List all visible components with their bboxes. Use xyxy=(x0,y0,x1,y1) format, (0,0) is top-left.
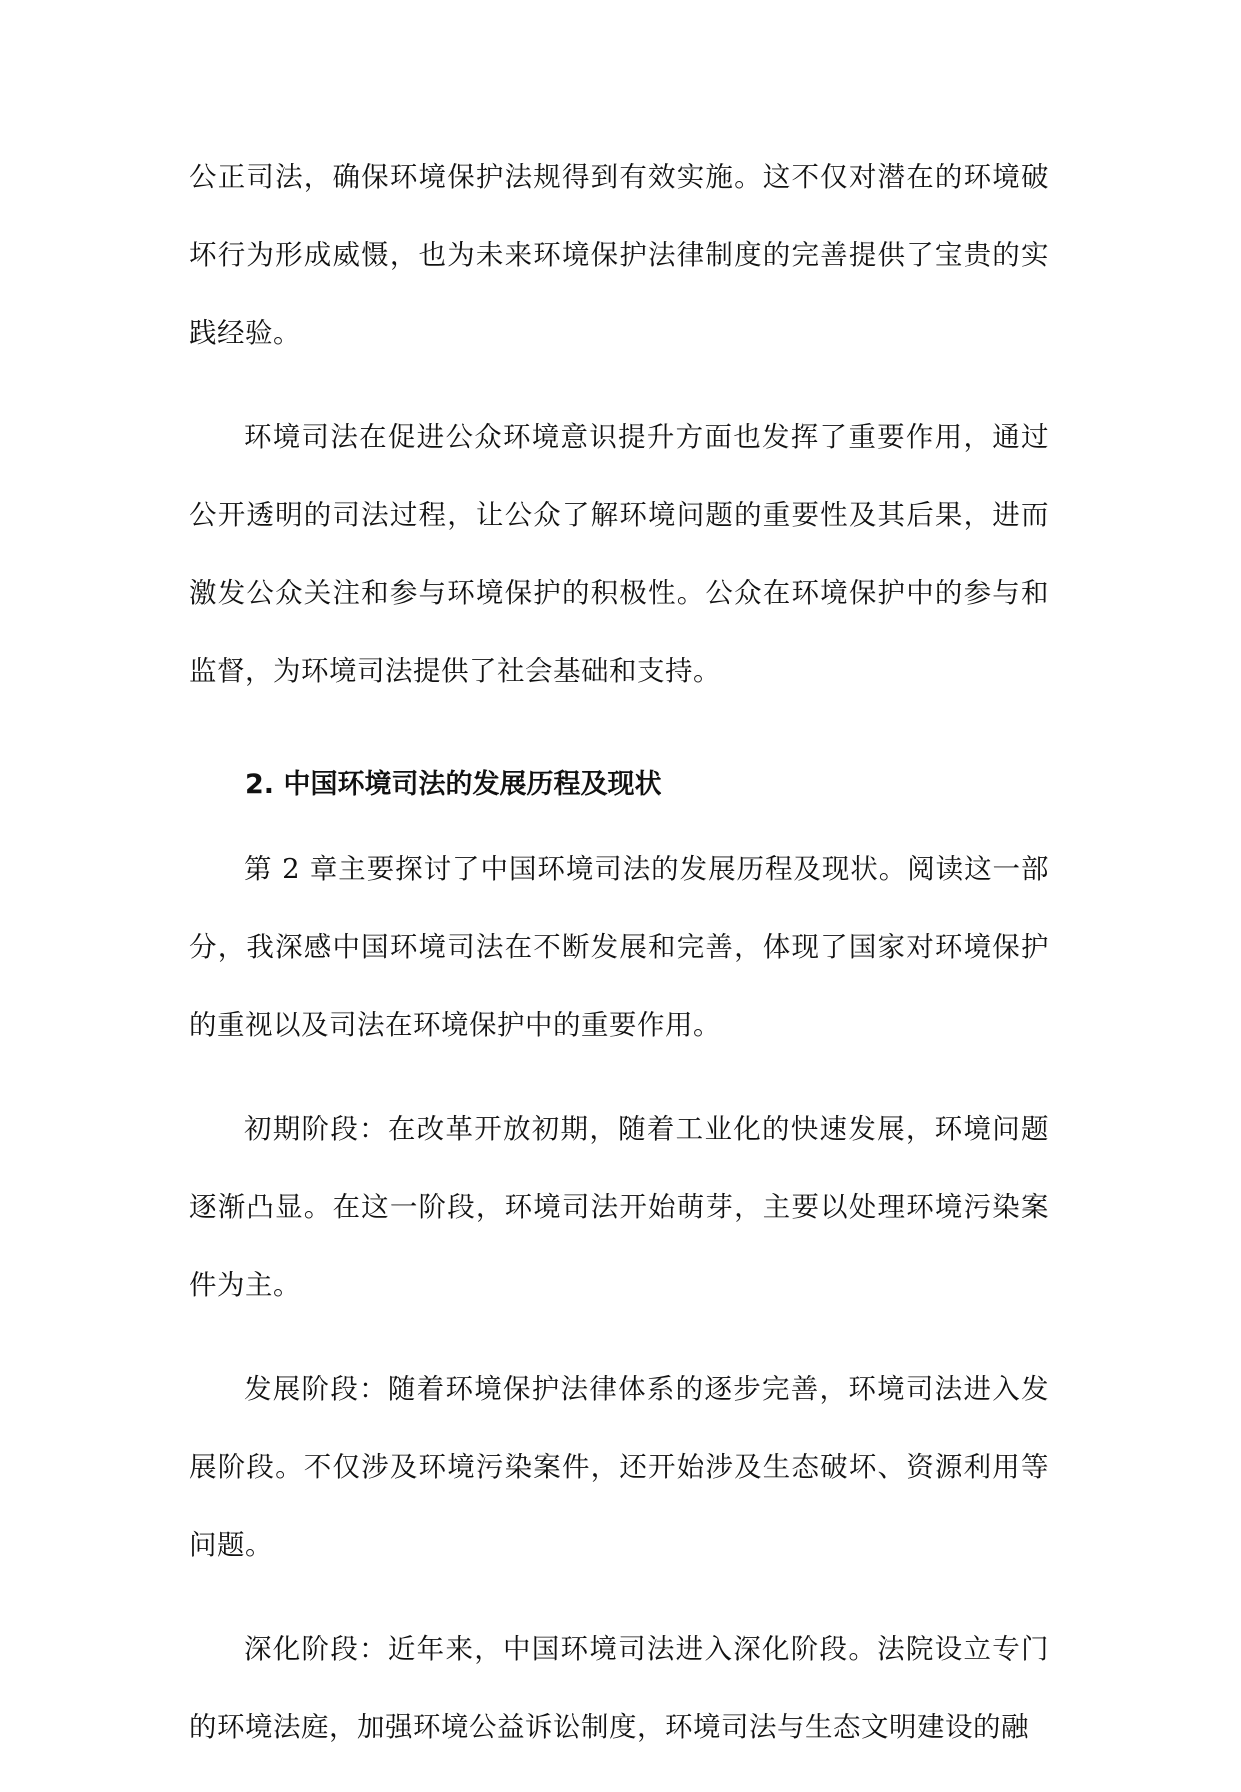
paragraph: 环境司法在促进公众环境意识提升方面也发挥了重要作用，通过公开透明的司法过程，让公众了解环境问题的重要性及其后果，进而激发公众关注和参与环境保护的积极性。公众在环境保护中的参与和监督，为环境司法提供了社会基础和支持。 xyxy=(189,421,1049,687)
paragraph: 发展阶段：随着环境保护法律体系的逐步完善，环境司法进入发展阶段。不仅涉及环境污染案件，还开始涉及生态破坏、资源利用等问题。 xyxy=(189,1373,1049,1561)
paragraph: 深化阶段：近年来，中国环境司法进入深化阶段。法院设立专门的环境法庭，加强环境公益诉讼制度，环境司法与生态文明建设的融 xyxy=(189,1633,1049,1743)
document-page xyxy=(189,138,1049,1792)
section-heading: 2. 中国环境司法的发展历程及现状 xyxy=(245,769,662,800)
paragraph: 初期阶段：在改革开放初期，随着工业化的快速发展，环境问题逐渐凸显。在这一阶段，环境司法开始萌芽，主要以处理环境污染案件为主。 xyxy=(189,1113,1049,1301)
paragraph-continued: 公正司法，确保环境保护法规得到有效实施。这不仅对潜在的环境破坏行为形成威慑，也为未来环境保护法律制度的完善提供了宝贵的实践经验。 xyxy=(189,161,1049,349)
paragraph: 第 2 章主要探讨了中国环境司法的发展历程及现状。阅读这一部分，我深感中国环境司法在不断发展和完善，体现了国家对环境保护的重视以及司法在环境保护中的重要作用。 xyxy=(189,853,1049,1041)
